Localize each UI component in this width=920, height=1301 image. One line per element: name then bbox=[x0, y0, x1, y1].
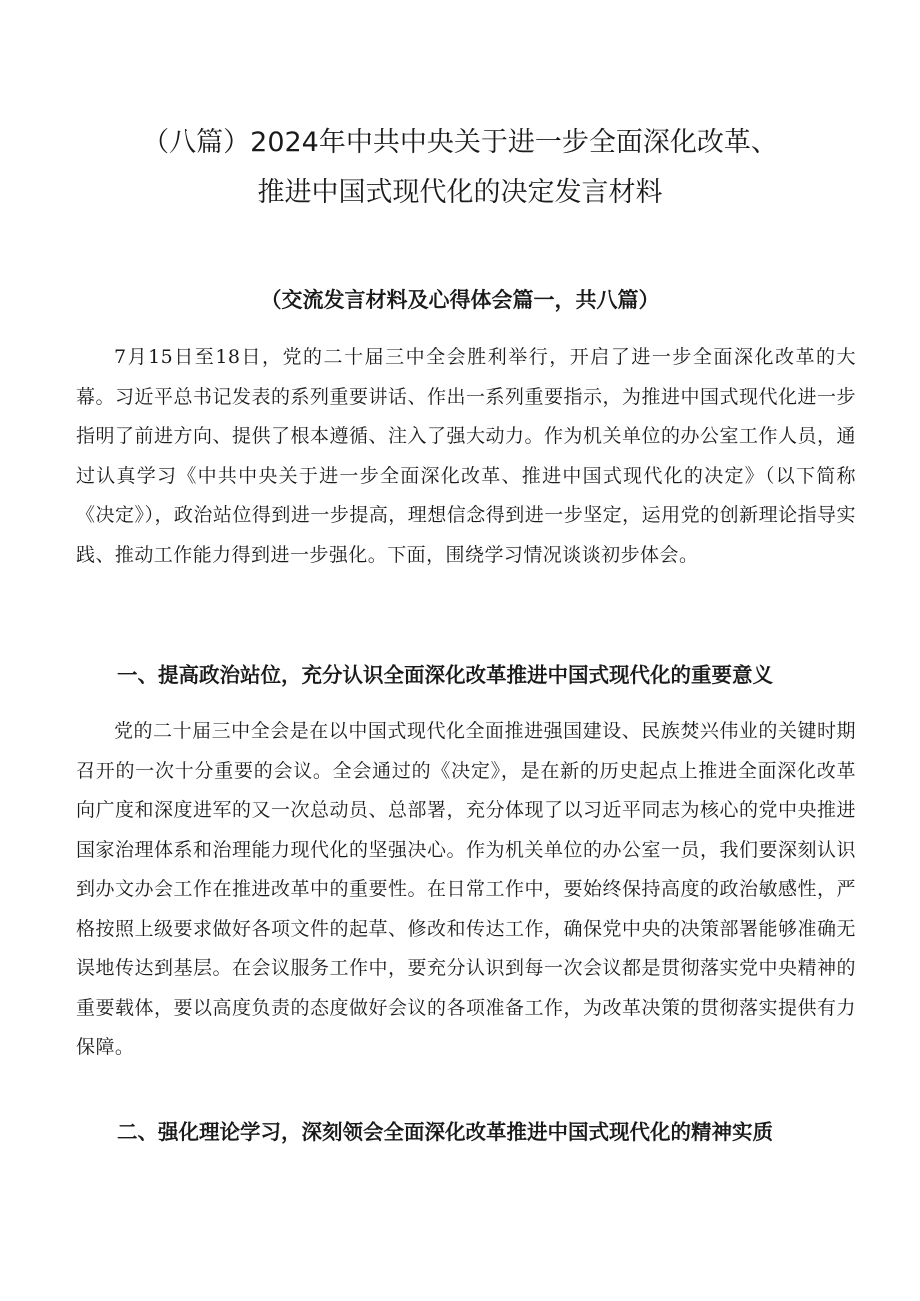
document-title-line-1: （八篇）2024年中共中央关于进一步全面深化改革、 bbox=[142, 127, 778, 158]
document-title-line-2: 推进中国式现代化的决定发言材料 bbox=[257, 177, 663, 208]
section-heading-2: 二、强化理论学习，深刻领会全面深化改革推进中国式现代化的精神实质 bbox=[117, 1120, 773, 1144]
paragraph-section-1: 党的二十届三中全会是在以中国式现代化全面推进强国建设、民族焚兴伟业的关键时期召开的一次十分重要的会议。全会通过的《决定》，是在新的历史起点上推进全面深化改革向广度和深度进军的又一次总动员、总部署，充分体现了以习近平同志为核心的党中央推进国家治理体系和治理能力现代化的坚强决心。作为机关单位的办公室一员，我们要深刻认识到办文办会工作在推进改革中的重要性。在日常工作中，要始终保持高度的政治敏感性，严格按照上级要求做好各项文件的起草、修改和传达工作，确保党中央的决策部署能够准确无误地传达到基层。在会议服务工作中，要充分认识到每一次会议都是贯彻落实党中央精神的重要载体，要以高度负责的态度做好会议的各项准备工作，为改革决策的贯彻落实提供有力保障。 bbox=[76, 720, 856, 1058]
paragraph-intro: 7月15日至18日，党的二十届三中全会胜利举行，开启了进一步全面深化改革的大幕。习近平总书记发表的系列重要讲话、作出一系列重要指示，为推进中国式现代化进一步指明了前进方向、提供了根本遵循、注入了强大动力。作为机关单位的办公室工作人员，通过认真学习《中共中央关于进一步全面深化改革、推进中国式现代化的决定》（以下简称《决定》），政治站位得到进一步提高，理想信念得到进一步坚定，运用党的创新理论指导实践、推动工作能力得到进一步强化。下面，围绕学习情况谈谈初步体会。 bbox=[76, 346, 856, 566]
document-subtitle: （交流发言材料及心得体会篇一，共八篇） bbox=[260, 288, 660, 312]
section-heading-1: 一、提高政治站位，充分认识全面深化改革推进中国式现代化的重要意义 bbox=[117, 663, 773, 687]
